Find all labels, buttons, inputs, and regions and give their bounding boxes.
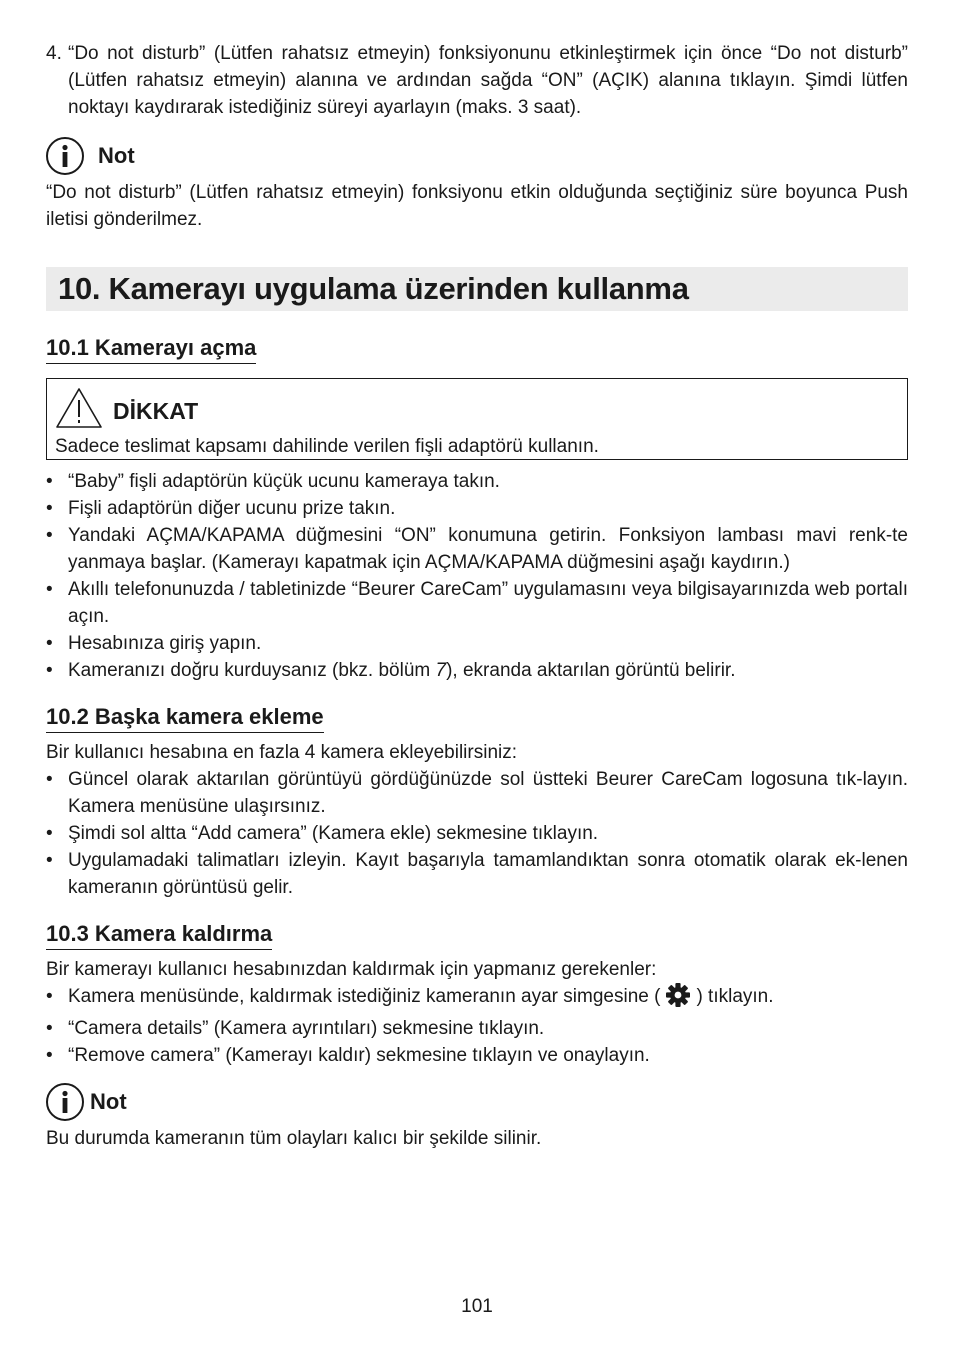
note-text: Bu durumda kameranın tüm olayları kalıcı bir şekilde silinir. (46, 1128, 542, 1149)
list-item-text: Kameranızı doğru kurduysanız (bkz. bölüm (68, 660, 436, 681)
list-item (46, 983, 908, 1015)
info-icon (46, 1083, 84, 1121)
section-intro: Bir kamerayı kullanıcı hesabınızdan kaldırmak için yapmanız gerekenler: (46, 959, 657, 980)
section-title-10-3: 10.3 Kamera kaldırma (46, 921, 272, 950)
list-item: • Hesabınıza giriş yapın. (46, 630, 908, 657)
bullet-list-10-3 (46, 983, 908, 1069)
bullet-list-10-2 (46, 766, 908, 901)
step-text: “Do not disturb” (Lütfen rahatsız etmeyin) fonksiyonunu etkinleştirmek için önce “Do not disturb” (Lütfen rahatsız etmeyin) alanına ve ardından sağda “ON” (AÇIK) alanına tıklayın. Şimdi lütfen noktayı kaydırarak istediğiniz süreyi ayarlayın (maks. 3 saat). (68, 43, 908, 118)
section-title-10-1: 10.1 Kamerayı açma (46, 335, 256, 364)
page-number: 101 (461, 1296, 493, 1317)
list-item: • Şimdi sol altta “Add camera” (Kamera ekle) sekmesine tıklayın. (46, 820, 908, 847)
note-header (46, 137, 908, 175)
list-item: • “Camera details” (Kamera ayrıntıları) sekmesine tıklayın. (46, 1015, 908, 1042)
warning-box (46, 378, 908, 460)
info-icon (46, 137, 84, 175)
numbered-step-4 (46, 40, 908, 121)
gear-icon (664, 983, 692, 1015)
list-item: • Güncel olarak aktarılan görüntüyü gördüğünüzde sol üstteki Beurer CareCam logosuna tık-layın. Kamera menüsüne ulaşırsınız. (46, 766, 908, 820)
section-intro: Bir kullanıcı hesabına en fazla 4 kamera ekleyebilirsiniz: (46, 742, 518, 763)
section-title-10-2: 10.2 Başka kamera ekleme (46, 704, 324, 733)
list-item: • Akıllı telefonunuzda / tabletinizde “Beurer CareCam” uygulamasını veya bilgisayarınızda web portalı açın. (46, 576, 908, 630)
manual-page (46, 40, 908, 1152)
list-item-text: ) tıklayın. (696, 986, 774, 1007)
note-text: “Do not disturb” (Lütfen rahatsız etmeyin) fonksiyonu etkin olduğunda seçtiğiniz süre boyunca Push iletisi gönderilmez. (46, 182, 908, 230)
step-number: 4. (46, 43, 62, 64)
warning-text: Sadece teslimat kapsamı dahilinde verilen fişli adaptörü kullanın. (55, 436, 599, 457)
list-item: • “Remove camera” (Kamerayı kaldır) sekmesine tıklayın ve onaylayın. (46, 1042, 908, 1069)
note-label: Not (98, 143, 135, 168)
note-label: Not (90, 1089, 127, 1114)
list-item: • “Baby” fişli adaptörün küçük ucunu kameraya takın. (46, 468, 908, 495)
warning-triangle-icon (55, 387, 103, 435)
list-item (46, 657, 908, 684)
chapter-title: 10. Kamerayı uygulama üzerinden kullanma (46, 267, 908, 311)
list-item-text: ), ekranda aktarılan görüntü belirir. (446, 660, 736, 681)
list-item: • Uygulamadaki talimatları izleyin. Kayıt başarıyla tamamlandıktan sonra otomatik olarak ek-lenen kameranın görüntüsü gelir. (46, 847, 908, 901)
bullet-list-10-1 (46, 468, 908, 684)
warning-label: DİKKAT (113, 397, 199, 424)
note-header (46, 1083, 908, 1121)
chapter-reference: 7 (435, 660, 447, 681)
list-item: • Yandaki AÇMA/KAPAMA düğmesini “ON” konumuna getirin. Fonksiyon lambası mavi renk-te yanmaya başlar. (Kamerayı kapatmak için AÇMA/KAPAMA düğmesini aşağı kaydırın.) (46, 522, 908, 576)
list-item-text: Kamera menüsünde, kaldırmak istediğiniz kameranın ayar simgesine ( (68, 986, 661, 1007)
list-item: • Fişli adaptörün diğer ucunu prize takın. (46, 495, 908, 522)
